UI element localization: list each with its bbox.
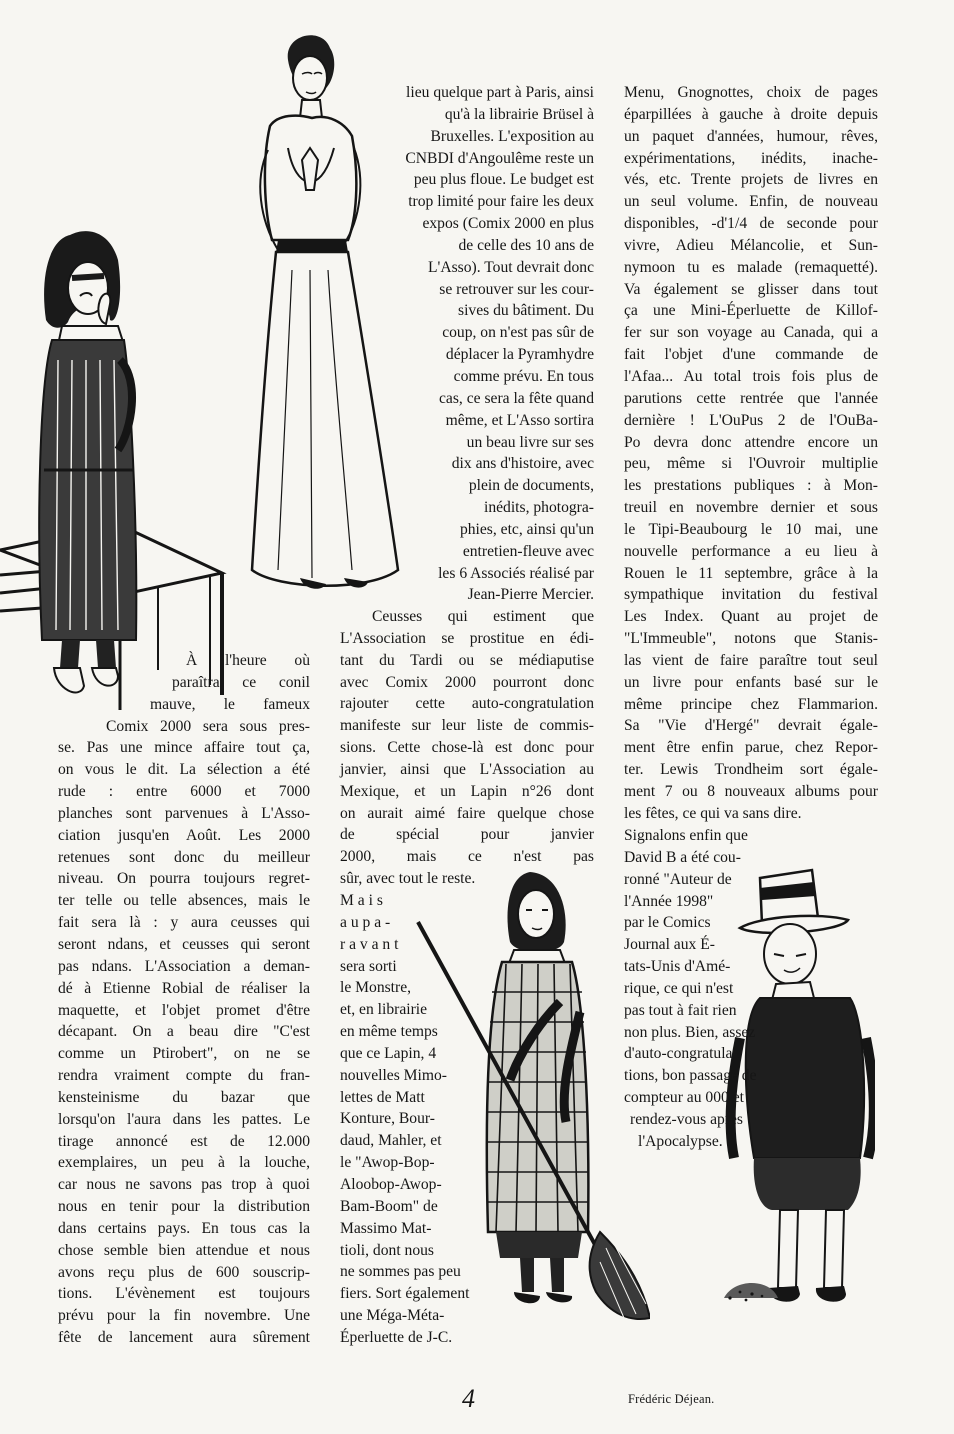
text-line: se. Pas une mince affaire tout ça, bbox=[58, 739, 310, 757]
text-line: qu'à la librairie Brüsel à bbox=[444, 105, 594, 123]
text-line: dans certains pays. En tous cas la bbox=[58, 1219, 310, 1237]
text-line: a u p a - bbox=[340, 913, 391, 931]
text-line: mauve, le fameux bbox=[150, 695, 310, 713]
text-line: compteur au 000 et bbox=[624, 1089, 744, 1107]
text-line: rendez-vous après bbox=[630, 1110, 744, 1128]
text-line: cas, ce sera la fête quand bbox=[439, 389, 594, 407]
text-line: tats-Unis d'Amé- bbox=[624, 958, 731, 976]
text-line: r a v a n t bbox=[340, 935, 399, 953]
text-line: inédits, photogra- bbox=[483, 499, 594, 517]
text-line: Mexique, et un Lapin n°26 dont bbox=[340, 782, 594, 800]
column-2-bottom-text bbox=[340, 890, 510, 1349]
text-line: ne sommes pas peu bbox=[340, 1263, 461, 1281]
text-line: coup, on n'est pas sûr de bbox=[442, 324, 594, 342]
text-line: comme prévu. En tous bbox=[453, 367, 594, 385]
text-line: peu, même si l'Ouvroir multiplie bbox=[624, 455, 878, 473]
text-line: fer sur son voyage au Canada, qui a bbox=[624, 324, 878, 342]
column-3-bottom-text bbox=[624, 825, 804, 1153]
text-line: Jean-Pierre Mercier. bbox=[467, 586, 594, 604]
text-line: ment 7 ou 8 nouveaux albums pour bbox=[624, 783, 878, 800]
text-line: on aurait aimé faire quelque chose bbox=[340, 804, 594, 822]
text-line: pas ndans. L'Association a deman- bbox=[58, 957, 310, 975]
text-line: CNBDI d'Angoulême reste un bbox=[405, 149, 594, 167]
text-line: le Monstre, bbox=[340, 979, 412, 997]
text-line: l'Année 1998" bbox=[624, 892, 714, 910]
text-line: planches sont parvenues à L'Asso- bbox=[58, 804, 310, 822]
text-line: un livre pour enfants basé sur le bbox=[624, 673, 878, 691]
text-line: dé à Etienne Robial de réaliser la bbox=[58, 979, 310, 997]
text-line: rique, ce qui n'est bbox=[624, 979, 734, 997]
text-line: non plus. Bien, assez bbox=[624, 1023, 756, 1041]
text-line: Les Index. Quant au projet de bbox=[624, 608, 878, 626]
text-line: Signalons enfin que bbox=[624, 827, 748, 844]
text-line: vés, etc. Trente projets de livres en bbox=[624, 171, 878, 189]
text-line: seront ndans, et ceusses qui seront bbox=[58, 935, 310, 953]
page-number: 4 bbox=[462, 1384, 475, 1413]
text-line: une Méga-Méta- bbox=[340, 1307, 445, 1325]
text-line: Éperluette de J-C. bbox=[340, 1328, 453, 1346]
text-line: exemplaires, un peu à la louche, bbox=[58, 1154, 310, 1172]
text-line: car nous ne savons pas trop à quoi bbox=[58, 1176, 310, 1194]
text-line: rude : entre 6000 et 7000 bbox=[58, 783, 310, 801]
text-line: ciation jusqu'en Août. Les 2000 bbox=[58, 826, 310, 844]
text-line: par le Comics bbox=[624, 914, 711, 932]
text-line: en même temps bbox=[340, 1023, 438, 1041]
text-line: niveau. On pourra toujours regret- bbox=[58, 870, 310, 888]
text-line: les fêtes, ce qui va sans dire. bbox=[624, 804, 802, 822]
text-line: tirage annoncé est de 12.000 bbox=[58, 1132, 310, 1150]
text-line: un paquet d'années, humour, rêves, bbox=[624, 127, 878, 145]
text-line: À l'heure où bbox=[186, 652, 310, 669]
text-line: plein de documents, bbox=[468, 477, 594, 495]
text-line: le Tipi-Beaubourg le 10 mai, une bbox=[624, 520, 878, 538]
text-line: Aloobop-Awop- bbox=[340, 1175, 442, 1193]
text-line: fête de lancement aura sûrement bbox=[58, 1329, 310, 1347]
text-line: ronné "Auteur de bbox=[624, 870, 732, 888]
text-line: lieu quelque part à Paris, ainsi bbox=[406, 84, 594, 101]
text-line: les 6 Associés réalisé par bbox=[438, 564, 594, 582]
text-line: 2000, mais ce n'est pas bbox=[340, 848, 594, 866]
text-line: l'Apocalypse. bbox=[638, 1132, 723, 1150]
text-line: lorsqu'on l'aura dans les pattes. Le bbox=[58, 1110, 310, 1128]
text-line: dernière ! L'OuPus 2 de l'OuBa- bbox=[624, 411, 878, 429]
text-line: éparpillées à gauche à droite depuis bbox=[624, 105, 878, 123]
text-line: nous en tenir pour la distribution bbox=[58, 1198, 310, 1216]
text-line: parutions cette rentrée que l'année bbox=[624, 389, 878, 407]
text-line: chose semble bien attendue et nous bbox=[58, 1241, 310, 1259]
text-line: Massimo Mat- bbox=[340, 1219, 432, 1237]
text-line: tant du Tardi ou se médiaputise bbox=[340, 651, 594, 669]
text-line: Ceusses qui estiment que bbox=[372, 608, 594, 625]
text-line: comme un Ptirobert", on ne se bbox=[58, 1045, 310, 1063]
text-line: que ce Lapin, 4 bbox=[340, 1044, 437, 1062]
text-line: ça une Mini-Éperluette de Killof- bbox=[624, 302, 878, 320]
text-line: même principe chez Flammarion. bbox=[624, 695, 878, 713]
text-line: Konture, Bour- bbox=[340, 1110, 435, 1128]
text-line: L'Asso). Tout devrait donc bbox=[427, 258, 594, 276]
text-line: nouvelles Mimo- bbox=[340, 1066, 447, 1084]
text-line: tions. L'évènement est toujours bbox=[58, 1285, 310, 1303]
text-line: entretien-fleuve avec bbox=[462, 542, 594, 560]
text-line: rajouter cette auto-congratulation bbox=[340, 695, 594, 713]
text-line: tions, bon passage de bbox=[624, 1067, 757, 1085]
text-line: treuil en novembre dernier et sous bbox=[624, 499, 878, 517]
text-line: fait sera là : y aura ceusses qui bbox=[58, 914, 310, 932]
text-line: pas tout à fait rien bbox=[624, 1001, 737, 1019]
text-line: manifeste sur leur liste de commis- bbox=[340, 717, 594, 735]
text-line: Sa "Vie d'Hergé" devrait égale- bbox=[624, 717, 878, 735]
text-line: prévu pour la fin novembre. Une bbox=[58, 1307, 310, 1325]
text-line: de spécial pour janvier bbox=[340, 826, 594, 844]
text-line: Bruxelles. L'exposition au bbox=[430, 127, 594, 145]
text-line: ter telle ou telle absences, mais le bbox=[58, 892, 310, 910]
text-line: l'Afaa... Au total trois fois plus de bbox=[624, 367, 878, 385]
text-line: sives du bâtiment. Du bbox=[458, 302, 594, 320]
text-line: phies, etc, ainsi qu'un bbox=[459, 520, 594, 538]
text-line: daud, Mahler, et bbox=[340, 1132, 442, 1150]
text-line: peu plus floue. Le budget est bbox=[413, 171, 594, 189]
text-line: sûr, avec tout le reste. bbox=[340, 870, 476, 888]
column-3-text bbox=[624, 82, 878, 825]
text-line: expos (Comix 2000 en plus bbox=[422, 215, 594, 233]
text-line: nymoon tu es malade (remaquetté). bbox=[624, 258, 878, 276]
text-line: las vient de faire paraître tout seul bbox=[624, 651, 878, 669]
girl-crying-illustration bbox=[0, 215, 232, 710]
text-line: ter. Lewis Trondheim sort égale- bbox=[624, 761, 878, 779]
column-2-middle-text bbox=[340, 606, 594, 890]
text-line: disponibles, -d'1/4 de seconde pour bbox=[624, 215, 878, 233]
text-line: un seul volume. Enfin, de nouveau bbox=[624, 193, 878, 211]
text-line: Rouen le 11 septembre, grâce à la bbox=[624, 564, 878, 582]
text-line: retenues sont donc du meilleur bbox=[58, 848, 310, 866]
text-line: vivre, Adieu Mélancolie, et Sun- bbox=[624, 236, 878, 254]
text-line: Po devra donc attendre encore un bbox=[624, 433, 878, 451]
text-line: sympathique invitation du festival bbox=[624, 586, 878, 604]
column-2-top-text bbox=[340, 82, 594, 606]
text-line: L'Association se prostitue en édi- bbox=[340, 629, 594, 647]
text-line: Bam-Boom" de bbox=[340, 1197, 438, 1215]
text-line: on vous le dit. La sélection a été bbox=[58, 761, 310, 779]
text-line: M a i s bbox=[340, 892, 383, 909]
text-line: expérimentations, inédits, inache- bbox=[624, 149, 878, 167]
text-line: kensteinisme du bazar que bbox=[58, 1088, 310, 1106]
text-line: trop limité pour faire les deux bbox=[408, 193, 594, 211]
text-line: avons reçu plus de 600 souscrip- bbox=[58, 1263, 310, 1281]
text-line: David B a été cou- bbox=[624, 848, 741, 866]
text-line: dix ans d'histoire, avec bbox=[451, 455, 594, 473]
text-line: même, et L'Asso sortira bbox=[445, 411, 594, 429]
text-line: Va également se glisser dans tout bbox=[624, 280, 878, 298]
text-line: lettes de Matt bbox=[340, 1088, 425, 1106]
text-line: décapant. On a beau dire "C'est bbox=[58, 1023, 310, 1041]
text-line: sera sorti bbox=[340, 957, 397, 975]
text-line: fiers. Sort également bbox=[340, 1285, 470, 1303]
text-line: ment être enfin parue, chez Repor- bbox=[624, 739, 878, 757]
text-line: sions. Cette chose-là est donc pour bbox=[340, 739, 594, 757]
text-line: nouvelle performance a eu lieu à bbox=[624, 542, 878, 560]
column-1-text bbox=[58, 650, 310, 1349]
text-line: tioli, dont nous bbox=[340, 1241, 435, 1259]
text-line: un beau livre sur ses bbox=[466, 433, 594, 451]
text-line: le "Awop-Bop- bbox=[340, 1154, 435, 1172]
text-line: et, en librairie bbox=[340, 1001, 428, 1019]
text-line: Menu, Gnognottes, choix de pages bbox=[624, 84, 878, 101]
text-line: rendra vraiment compte du fran- bbox=[58, 1067, 310, 1085]
text-line: de celle des 10 ans de bbox=[458, 236, 594, 254]
text-line: se retrouver sur les cour- bbox=[439, 280, 594, 298]
author-signature: Frédéric Déjean. bbox=[628, 1392, 715, 1406]
text-line: Journal aux É- bbox=[624, 936, 715, 954]
text-line: fait l'objet d'une commande de bbox=[624, 346, 878, 364]
text-line: "L'Immeuble", notons que Stanis- bbox=[624, 630, 878, 648]
text-line: déplacer la Pyramhydre bbox=[445, 346, 594, 364]
text-line: janvier, ainsi que L'Association au bbox=[340, 760, 594, 778]
text-line: Comix 2000 sera sous pres- bbox=[106, 717, 310, 735]
text-line: avec Comix 2000 pourront donc bbox=[340, 673, 594, 691]
text-line: les prestations publiques : à Mon- bbox=[624, 477, 878, 495]
text-line: maquette, et l'objet promet d'être bbox=[58, 1001, 310, 1019]
text-line: d'auto-congratula- bbox=[624, 1045, 738, 1063]
text-line: paraîtra ce conil bbox=[172, 673, 310, 691]
